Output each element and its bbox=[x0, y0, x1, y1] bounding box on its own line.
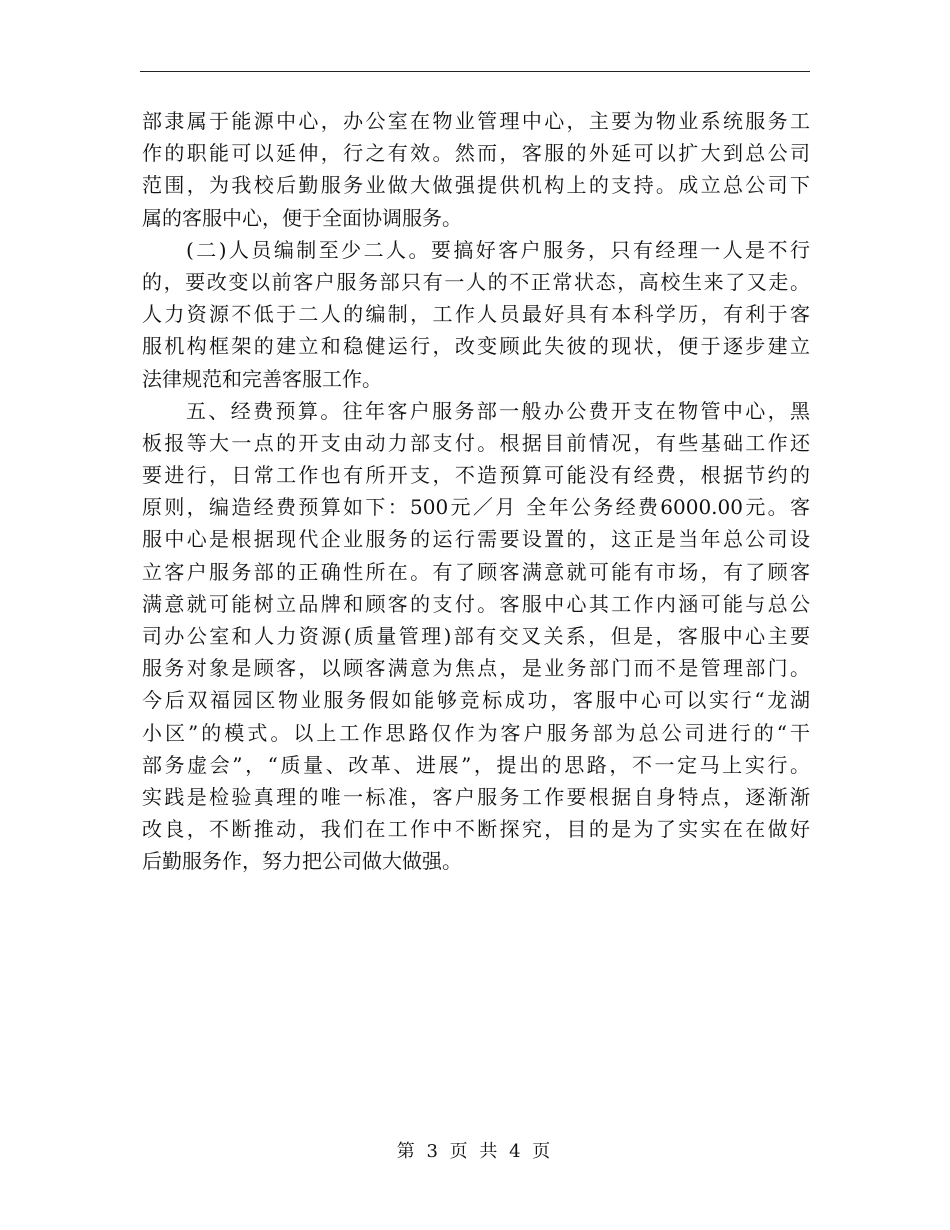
text-line: 人力资源不低于二人的编制，工作人员最好具有本科学历，有利于客 bbox=[142, 302, 810, 327]
document-body bbox=[142, 105, 810, 878]
text-line: (二)人员编制至少二人。要搞好客户服务，只有经理一人是不行 bbox=[186, 237, 810, 262]
text-line: 后勤服务作，努力把公司做大做强。 bbox=[142, 849, 462, 874]
text-line: 服中心是根据现代企业服务的运行需要设置的，这正是当年总公司设 bbox=[142, 527, 810, 552]
text-line: 的，要改变以前客户服务部只有一人的不正常状态，高校生来了又走。 bbox=[142, 269, 810, 294]
text-line: 部隶属于能源中心，办公室在物业管理中心，主要为物业系统服务工 bbox=[142, 109, 810, 133]
text-line: 立客户服务部的正确性所在。有了顾客满意就可能有市场，有了顾客 bbox=[142, 559, 810, 584]
text-line: 要进行，日常工作也有所开支，不造预算可能没有经费，根据节约的 bbox=[142, 463, 810, 488]
header-rule bbox=[140, 71, 810, 72]
text-line: 五、经费预算。往年客户服务部一般办公费开支在物管中心，黑 bbox=[186, 398, 810, 423]
text-line: 部务虚会”，“质量、改革、进展”，提出的思路，不一定马上实行。 bbox=[142, 752, 810, 777]
text-line: 作的职能可以延伸，行之有效。然而，客服的外延可以扩大到总公司 bbox=[142, 141, 810, 166]
text-line: 改良，不断推动，我们在工作中不断探究，目的是为了实实在在做好 bbox=[142, 817, 810, 842]
page-number-footer: 第 3 页 共 4 页 bbox=[396, 1141, 554, 1162]
text-line: 小区”的模式。以上工作思路仅作为客户服务部为总公司进行的“干 bbox=[142, 720, 810, 745]
text-line: 司办公室和人力资源(质量管理)部有交叉关系，但是，客服中心主要 bbox=[142, 624, 810, 648]
text-line: 原则，编造经费预算如下：500元／月 全年公务经费6000.00元。客 bbox=[142, 495, 810, 520]
text-line: 法律规范和完善客服工作。 bbox=[142, 366, 382, 391]
text-line: 实践是检验真理的唯一标准，客户服务工作要根据自身特点，逐渐渐 bbox=[142, 784, 810, 809]
text-line: 服务对象是顾客，以顾客满意为焦点，是业务部门而不是管理部门。 bbox=[142, 656, 810, 681]
text-line: 范围，为我校后勤服务业做大做强提供机构上的支持。成立总公司下 bbox=[142, 173, 810, 198]
text-line: 服机构框架的建立和稳健运行，改变顾此失彼的现状，便于逐步建立 bbox=[142, 334, 810, 359]
text-line: 板报等大一点的开支由动力部支付。根据目前情况，有些基础工作还 bbox=[142, 430, 810, 455]
text-line: 满意就可能树立品牌和顾客的支付。客服中心其工作内涵可能与总公 bbox=[142, 591, 810, 616]
text-line: 属的客服中心，便于全面协调服务。 bbox=[142, 205, 462, 230]
text-line: 今后双福园区物业服务假如能够竞标成功，客服中心可以实行“龙湖 bbox=[142, 688, 810, 713]
